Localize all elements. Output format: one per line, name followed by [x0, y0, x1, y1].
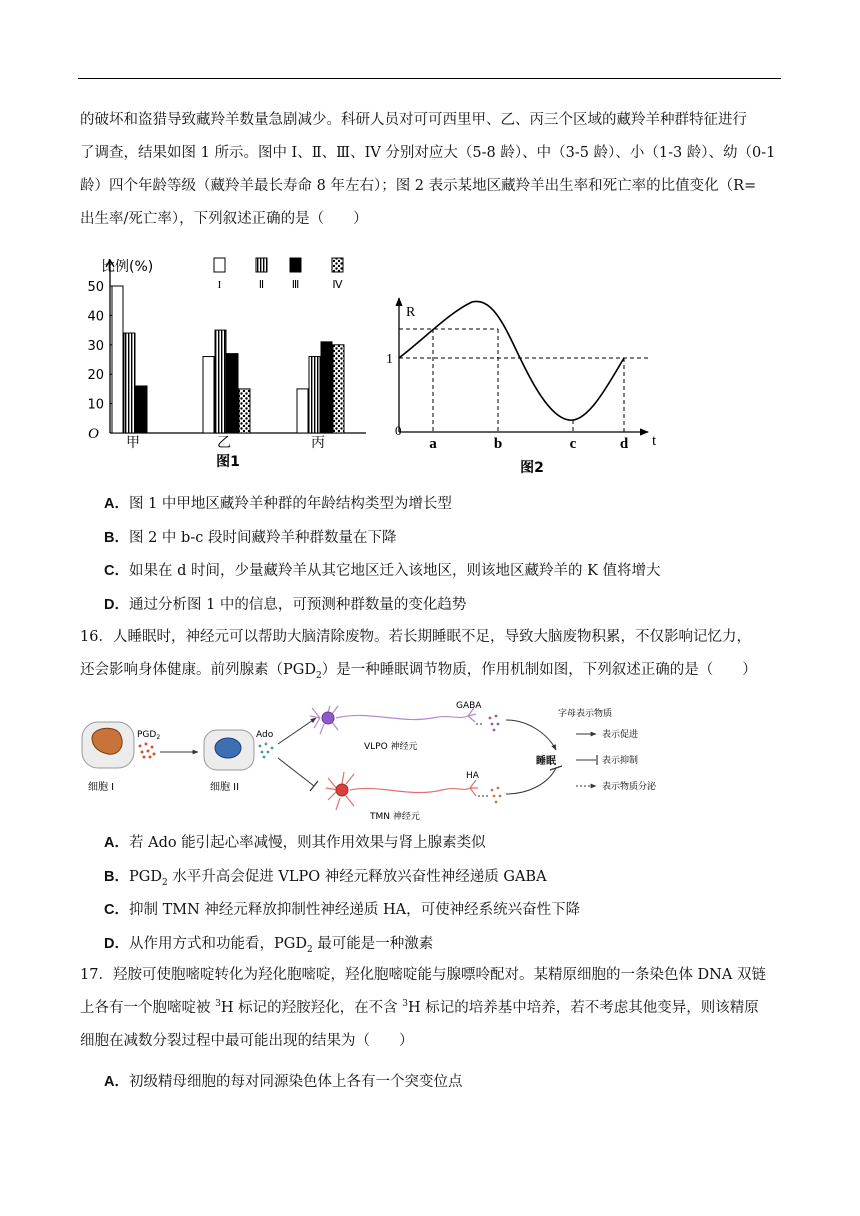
fig1-ytick: 40 — [87, 309, 104, 325]
q16-option-d[interactable]: D．从作用方式和功能看，$PGD_2$ 最可能是一种激素 — [104, 936, 434, 955]
fig2-point-b: b — [493, 436, 503, 452]
q17-line-3: 细胞在减数分裂过程中最可能出现的结果为（ ） — [80, 1033, 414, 1049]
q15-line-1: 的破坏和盗猎导致藏羚羊数量急剧减少。科研人员对可可西里甲、乙、丙三个区域的藏羚羊种群特征进行 — [80, 112, 747, 128]
gaba-dots — [489, 715, 500, 732]
q15-line-4: 出生率/死亡率），下列叙述正确的是（ ） — [80, 211, 368, 227]
fig1-legend-label: Ⅲ — [291, 279, 300, 291]
fig1-bar — [333, 345, 344, 433]
fig1-legend-swatch — [214, 258, 225, 272]
fig1-legend-swatch — [332, 258, 343, 272]
fig1-legend-label: Ⅱ — [258, 279, 265, 291]
q15-option-c[interactable]: C．如果在 d 时间，少量藏羚羊从其它地区迁入该地区，则该地区藏羚羊的 K 值将增大 — [104, 563, 661, 579]
fig1-bar — [215, 330, 226, 433]
ado-label: Ado — [256, 730, 274, 740]
q16-option-a[interactable]: A．若 Ado 能引起心率减慢，则其作用效果与肾上腺素类似 — [104, 835, 486, 851]
tmn-label: TMN 神经元 — [370, 812, 420, 822]
fig1-ytick: 10 — [87, 397, 104, 413]
fig1-category-label: 丙 — [311, 435, 325, 451]
fig1-ylabel: 比例(%) — [101, 259, 154, 275]
q16-stem — [80, 621, 782, 687]
q15-option-a[interactable]: A．图 1 中甲地区藏羚羊种群的年龄结构类型为增长型 — [104, 496, 452, 512]
fig1-bar — [309, 357, 320, 433]
fig1-bar — [297, 389, 308, 433]
vlpo-neuron — [310, 706, 476, 734]
gaba-label: GABA — [456, 701, 482, 711]
fig1-bar — [321, 342, 332, 433]
fig1-category-label: 乙 — [217, 435, 231, 451]
ha-label: HA — [466, 771, 479, 781]
fig1-legend-label: I — [217, 279, 222, 291]
tmn-soma — [336, 784, 348, 796]
q15-option-d[interactable]: D．通过分析图 1 中的信息，可预测种群数量的变化趋势 — [104, 597, 467, 613]
figure-1-bar-chart — [80, 252, 370, 472]
fig1-legend-swatch — [256, 258, 267, 272]
q16-option-b[interactable]: B．$PGD_2$ 水平升高会促进 VLPO 神经元释放兴奋性神经递质 GABA — [104, 869, 547, 888]
fig1-category-label: 甲 — [126, 435, 140, 451]
fig1-bar — [112, 286, 123, 433]
fig2-point-c: c — [569, 436, 577, 452]
fig1-legend — [214, 258, 343, 291]
pgd-label: $PGD_2$ — [137, 730, 161, 741]
fig1-legend-label: Ⅳ — [332, 279, 343, 291]
fig1-caption: 图1 — [216, 454, 240, 470]
cell-1-label: 细胞 I — [88, 782, 115, 793]
q16-line-2: 还会影响身体健康。前列腺素$(PGD_2)$是一种睡眠调节物质，作用机制如图，下列叙述正确的是（ ） — [80, 662, 757, 681]
cell-2-nucleus — [215, 738, 241, 758]
fig2-caption: 图2 — [520, 460, 544, 476]
fig1-bars — [112, 286, 344, 433]
fig2-y-zero: 0 — [395, 423, 402, 438]
tmn-neuron — [326, 772, 478, 810]
fig2-xlabel: t — [652, 433, 657, 449]
fig2-point-a: a — [429, 436, 437, 452]
q17-stem — [80, 959, 782, 1058]
fig2-y-one: 1 — [386, 352, 393, 367]
arrow-gaba-to-sleep — [506, 720, 556, 750]
q17-line-1: 17．羟胺可使胞嘧啶转化为羟化胞嘧啶，羟化胞嘧啶能与腺嘌呤配对。某精原细胞的一条染色体 DNA 双链 — [80, 967, 766, 983]
sleep-label: 睡眠 — [536, 756, 556, 767]
q16-line-1: 16．人睡眠时，神经元可以帮助大脑清除废物。若长期睡眠不足，导致大脑废物积累，不仅影响记忆力， — [80, 629, 751, 645]
fig1-bar — [124, 333, 135, 433]
q17-option-a[interactable]: A．初级精母细胞的每对同源染色体上各有一个突变位点 — [104, 1074, 463, 1090]
fig1-legend-swatch — [290, 258, 301, 272]
ha-dots — [491, 787, 502, 804]
legend-promote: 表示促进 — [602, 730, 639, 740]
vlpo-soma — [322, 712, 334, 724]
legend-inhibit: 表示抑制 — [602, 756, 639, 766]
arrow-ado-to-vlpo — [278, 718, 316, 744]
fig1-bar — [227, 354, 238, 433]
fig1-ytick: 20 — [87, 368, 104, 384]
fig1-bar — [203, 357, 214, 433]
legend-title: 字母表示物质 — [558, 709, 613, 719]
q15-line-2: 了调查，结果如图 1 所示。图中 I、Ⅱ、Ⅲ、IV 分别对应大（5-8 龄）、中（3-5 龄）、小（1-3 龄）、幼（0-1 — [80, 145, 776, 161]
q15-stem — [80, 104, 782, 236]
pgd2-mechanism-diagram — [80, 694, 720, 824]
fig2-point-d: d — [619, 436, 629, 452]
q16-option-c[interactable]: C．抑制 TMN 神经元释放抑制性神经递质 HA，可使神经系统兴奋性下降 — [104, 902, 581, 918]
q15-line-3: 龄）四个年龄等级（藏羚羊最长寿命 8 年左右）；图 2 表示某地区藏羚羊出生率和死亡率的比值变化（R= — [80, 178, 757, 194]
fig2-ylabel: R — [406, 305, 416, 320]
fig1-origin: O — [88, 426, 99, 442]
ado-dots — [259, 743, 274, 759]
fig1-bar — [239, 389, 250, 433]
fig1-bar — [136, 386, 147, 433]
legend-secrete: 表示物质分泌 — [602, 782, 657, 792]
header-rule — [78, 78, 781, 79]
inhibit-ha-to-sleep — [506, 768, 556, 794]
inhibit-ado-to-tmn — [278, 758, 314, 786]
vlpo-label: VLPO 神经元 — [364, 742, 418, 752]
figure-2-r-curve — [380, 290, 670, 480]
fig1-ytick: 50 — [87, 280, 104, 295]
cell-2-label: 细胞 II — [210, 782, 240, 793]
fig1-ytick: 30 — [87, 338, 104, 354]
q15-option-b[interactable]: B．图 2 中 b-c 段时间藏羚羊种群数量在下降 — [104, 530, 397, 546]
pgd-dots — [139, 743, 156, 759]
q17-line-2: 上各有一个胞嘧啶被 $^3$H 标记的羟胺羟化，在不含 $^3$H 标记的培养基中培养，若不考虑其他变异，则该精原 — [80, 999, 759, 1016]
